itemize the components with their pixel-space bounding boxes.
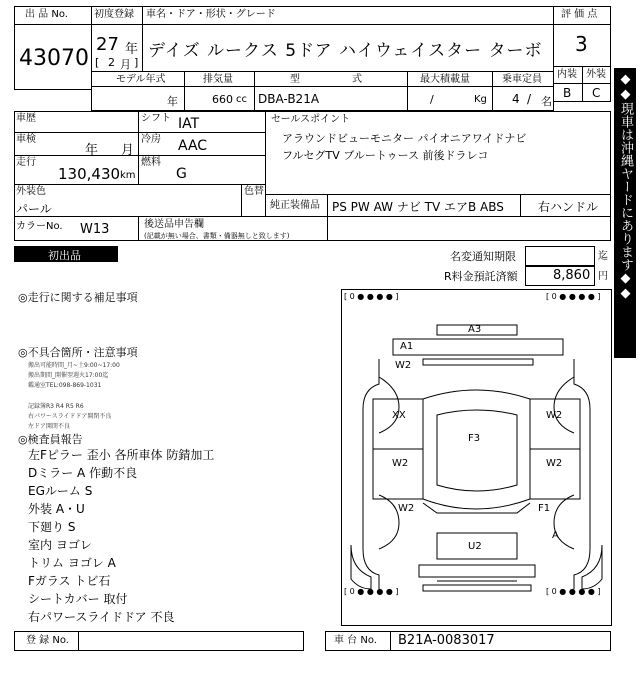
sales-point-1: アラウンドビューモニター パイオニアワイドナビ [282,132,527,145]
inspection-year-unit: 年 [85,143,99,158]
displacement-label: 排気量 [203,74,233,85]
defect-note-1: 搬出可能時間_月~土9:00~17:00 [28,362,120,369]
defect-note-6: 左ドア開閉不良 [28,423,70,430]
inspector-line: 室内 ヨゴレ [28,538,92,552]
inspector-line: 右パワースライドドア 不良 [28,610,175,624]
recycle-label: R料金預託済額 [444,270,518,283]
interior-grade: B [563,86,572,100]
grade-label: 評 価 点 [561,9,598,20]
mileage-unit: km [120,170,136,181]
reg-year-unit: 年 [125,42,139,57]
damage-a1: A1 [400,341,414,352]
damage-w2-front-left: W2 [392,458,409,469]
inspector-line: Fガラス トビ石 [28,574,111,588]
inspector-line: 外装 A・U [28,502,85,516]
history-label: 車歴 [16,113,36,124]
overall-grade: 3 [575,32,588,56]
equipment: PS PW AW ナビ TV エアB ABS [332,200,504,214]
capacity-sep: / [527,92,532,106]
exterior-label: 外装 [586,69,606,80]
recycle-unit: 円 [598,271,608,282]
color-change-label: 色替 [244,186,264,197]
capacity: 4 [512,92,520,106]
damage-w2-rear-right: W2 [546,410,563,421]
inspector-line: 下廻り S [28,520,76,534]
reg-month: 2 [108,56,115,69]
damage-a3: A3 [468,324,482,335]
reg-month-open: [ [95,56,100,69]
displacement-unit: cc [236,94,247,105]
corner-top-left: [ 0 ● ● ● ● ] [344,292,399,301]
details-box [14,111,266,217]
mileage: 130,430 [58,165,121,183]
inspector-line: トリム ヨゴレ A [28,556,116,570]
shift-label: シフト [141,113,171,124]
yard-notice-text: ◆◆現車は沖縄ヤードにあります◆◆ [618,72,633,301]
yard-notice-banner [614,68,636,358]
corner-bottom-left: [ 0 ● ● ● ● ] [344,587,399,596]
ac-label: 冷房 [141,134,161,145]
deadline-suffix: 迄 [598,251,608,262]
handle: 右ハンドル [538,200,599,214]
inspector-line: 左Fピラー 歪小 各所車体 防錆加工 [28,448,215,462]
ext-color: パール [16,202,52,216]
inspector-line: EGルーム S [28,484,93,498]
damage-u2: U2 [468,541,482,552]
mileage-label: 走行 [16,157,36,168]
reg-month-unit: 月 [120,58,131,71]
first-listing: 初出品 [48,249,81,262]
max-load: / [430,93,434,106]
corner-top-right: [ 0 ● ● ● ● ] [546,292,601,301]
damage-f3: F3 [468,433,481,444]
damage-w2-front-right: W2 [546,458,563,469]
post-equip-note: (記載が無い場合、書類・備器無しと致します) [144,232,290,240]
driving-notes-title: ◎走行に関する補足事項 [18,291,138,304]
deadline-label: 名変通知期限 [450,250,516,263]
defect-note-2: 搬出期間_開催翌週火17:00迄 [28,372,109,379]
defect-note-3: 鑑通室TEL:098-869-1031 [28,382,102,389]
recycle-amount: 8,860 [553,268,591,283]
model-year-label: モデル年式 [116,74,166,85]
model-year-unit: 年 [167,95,178,108]
car-name-label: 車名・ドア・形状・グレード [146,9,276,20]
defect-note-4: 記録簿R3 R4 R5 R6 [28,403,84,410]
color-no-label: カラーNo. [16,221,63,232]
type-label-2: 式 [352,74,362,85]
reg-month-close: ] [134,56,139,69]
defect-notes-title: ◎不具合箇所・注意事項 [18,346,138,359]
chassis-number: B21A-0083017 [398,633,495,648]
inspection-label: 車検 [16,134,36,145]
damage-xx: XX [392,410,406,421]
lot-label: 出 品 No. [25,9,68,20]
defect-note-5: 右パワースライドドア開閉不良 [28,413,112,420]
car-name: デイズ ルークス 5ドア ハイウェイスター ターボ [148,41,543,61]
capacity-unit: 名 [541,95,552,108]
color-no: W13 [80,222,110,237]
corner-bottom-right: [ 0 ● ● ● ● ] [546,587,601,596]
max-load-unit: Kg [474,94,487,105]
first-reg-label: 初度登録 [94,9,134,20]
post-equip-label: 後送品申告欄 [144,219,204,230]
deadline-box [525,246,595,266]
equipment-label: 純正装備品 [270,200,320,211]
damage-w2-rear-left: W2 [395,360,412,371]
inspector-line: Dミラー A 作動不良 [28,466,138,480]
ext-color-label: 外装色 [16,186,46,197]
damage-w2-lower-left: W2 [398,503,415,514]
lot-number: 43070 [19,46,89,71]
fuel: G [176,166,187,182]
inspector-title: ◎検査員報告 [18,433,83,446]
sales-point-label: セールスポイント [271,114,351,125]
exterior-grade: C [592,86,601,100]
reg-year: 27 [96,34,119,55]
max-load-label: 最大積載量 [420,74,470,85]
reg-no-label: 登 録 No. [26,635,69,646]
displacement: 660 [212,93,233,106]
type-label: 型 [290,74,300,85]
damage-f1: F1 [538,503,551,514]
damage-a-right: A [552,530,559,541]
chassis-label: 車 台 No. [334,635,377,646]
interior-label: 内装 [557,69,577,80]
capacity-label: 乗車定員 [502,74,542,85]
model-type: DBA-B21A [258,92,320,106]
shift: IAT [178,116,200,132]
inspector-line: シートカバー 取付 [28,592,128,606]
fuel-label: 燃料 [141,157,161,168]
inspection-month-unit: 月 [121,143,135,158]
car-outline-drawing [341,289,612,626]
ac: AAC [178,138,208,154]
sales-point-2: フルセグTV ブルートゥース 前後ドラレコ [282,149,489,162]
